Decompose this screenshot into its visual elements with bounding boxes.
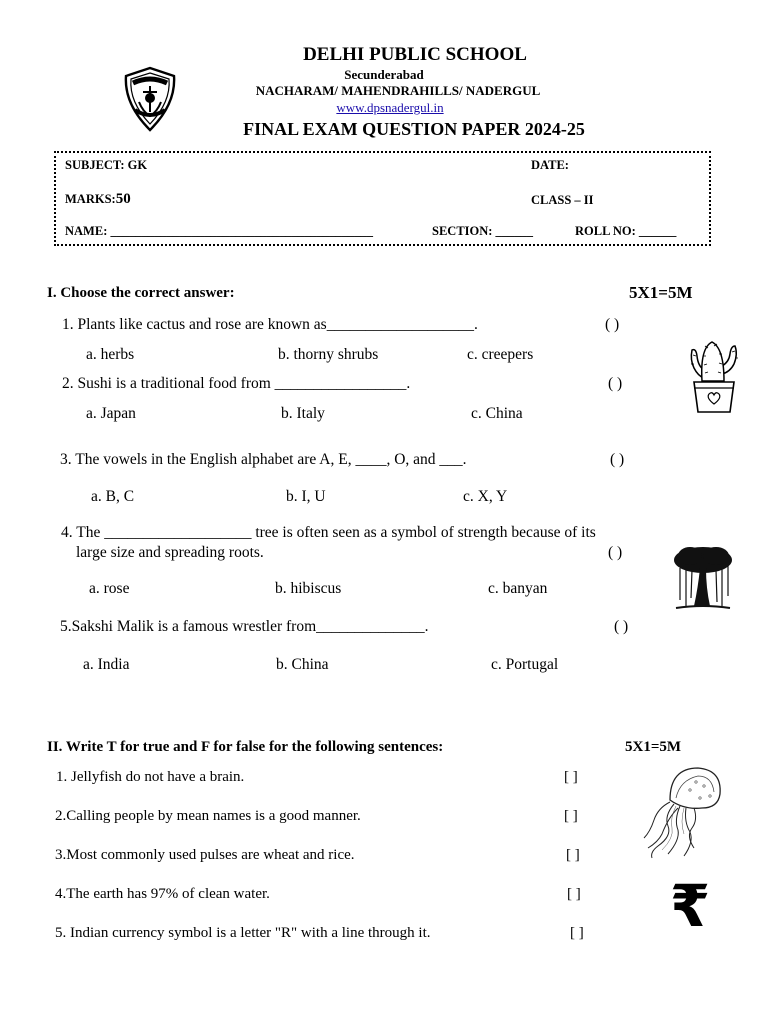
option: c. Portugal — [491, 656, 559, 673]
option: b. thorny shrubs — [278, 346, 379, 363]
question-text: 5.Sakshi Malik is a famous wrestler from______________. — [60, 618, 429, 635]
school-city: Secunderabad — [344, 67, 424, 82]
tf-statement: 2.Calling people by mean names is a good manner. — [55, 808, 361, 824]
question-text-continued: large size and spreading roots. — [76, 544, 264, 561]
answer-bracket[interactable]: ( ) — [605, 316, 620, 333]
marks-value: 50 — [115, 191, 131, 207]
marks-field — [65, 191, 131, 208]
option: a. India — [83, 656, 130, 673]
cactus-pot-icon — [684, 336, 744, 416]
section2-marks: 5X1=5M — [625, 739, 682, 755]
option: a. herbs — [86, 346, 135, 363]
school-website-link[interactable]: www.dpsnadergul.in — [336, 100, 444, 115]
tf-statement: 3.Most commonly used pulses are wheat and rice. — [55, 847, 355, 863]
exam-title: FINAL EXAM QUESTION PAPER 2024-25 — [243, 119, 585, 139]
option: b. China — [276, 656, 329, 673]
section1-marks: 5X1=5M — [629, 283, 693, 302]
section-field[interactable]: SECTION: ______ — [432, 224, 534, 238]
option: a. rose — [89, 580, 130, 597]
question-text: 4. The ___________________ tree is often seen as a symbol of strength because of its — [61, 524, 596, 541]
option: a. Japan — [86, 405, 136, 422]
school-name: DELHI PUBLIC SCHOOL — [303, 44, 527, 65]
marks-label: MARKS: — [65, 192, 116, 206]
question-text: 2. Sushi is a traditional food from _________________. — [62, 375, 411, 392]
answer-bracket[interactable]: [ ] — [570, 925, 584, 941]
question-text: 3. The vowels in the English alphabet are A, E, ____, O, and ___. — [60, 451, 467, 468]
question-text: 1. Plants like cactus and rose are known as___________________. — [62, 316, 478, 333]
school-crest-icon — [121, 66, 179, 132]
option: b. Italy — [281, 405, 325, 422]
school-branches: NACHARAM/ MAHENDRAHILLS/ NADERGUL — [255, 83, 541, 98]
answer-bracket[interactable]: [ ] — [564, 808, 578, 824]
roll-no-field[interactable]: ROLL NO: ______ — [575, 224, 677, 238]
answer-bracket[interactable]: [ ] — [564, 769, 578, 785]
section1-heading: I. Choose the correct answer: — [47, 285, 235, 301]
option: c. banyan — [488, 580, 548, 597]
tf-statement: 1. Jellyfish do not have a brain. — [56, 769, 245, 785]
answer-bracket[interactable]: [ ] — [566, 847, 580, 863]
option: b. I, U — [286, 488, 326, 505]
class-label: CLASS – II — [531, 193, 594, 207]
answer-bracket[interactable]: ( ) — [614, 618, 629, 635]
answer-bracket[interactable]: ( ) — [610, 451, 625, 468]
section2-heading: II. Write T for true and F for false for the following sentences: — [47, 739, 444, 755]
option: b. hibiscus — [275, 580, 342, 597]
jellyfish-icon — [640, 762, 726, 862]
name-field[interactable]: NAME: __________________________________________ — [65, 224, 373, 238]
rupee-glyph: ₹ — [669, 872, 711, 936]
subject-label: SUBJECT: GK — [65, 158, 148, 172]
answer-bracket[interactable]: ( ) — [608, 544, 623, 561]
banyan-tree-icon — [672, 544, 734, 612]
option: c. China — [471, 405, 523, 422]
tf-statement: 5. Indian currency symbol is a letter "R" with a line through it. — [55, 925, 431, 941]
tf-statement: 4.The earth has 97% of clean water. — [55, 886, 270, 902]
option: a. B, C — [91, 488, 135, 505]
answer-bracket[interactable]: ( ) — [608, 375, 623, 392]
option: c. creepers — [467, 346, 534, 363]
answer-bracket[interactable]: [ ] — [567, 886, 581, 902]
rupee-icon — [658, 870, 722, 936]
date-label: DATE: — [531, 158, 569, 172]
option: c. X, Y — [463, 488, 508, 505]
